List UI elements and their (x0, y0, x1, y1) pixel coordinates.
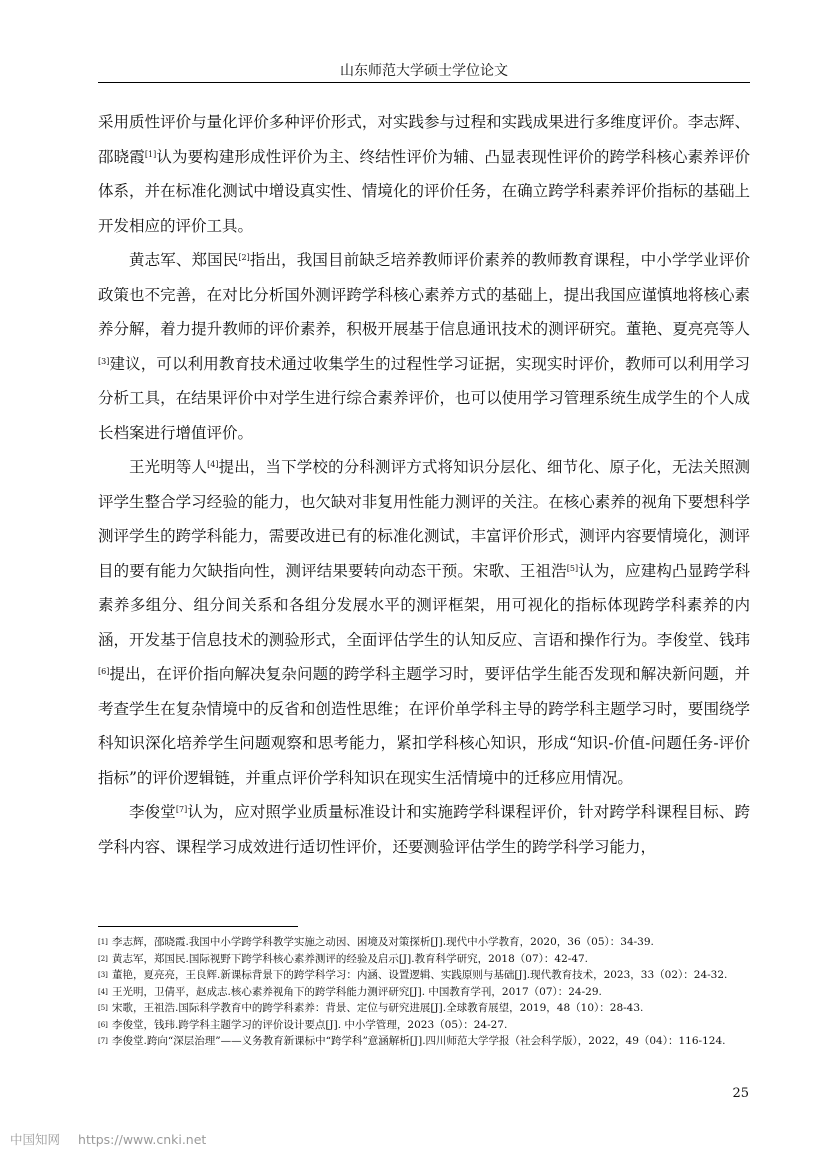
body-paragraph (98, 450, 750, 795)
footnote-item (98, 967, 750, 984)
footnote-text: 王光明，卫倩平，赵成志.核心素养视角下的跨学科能力测评研究[J]. 中国教育学刊，2017（07）：24-29. (112, 985, 602, 998)
footnote-text: 李志辉，邵晓霞.我国中小学跨学科教学实施之动因、困境及对策探析[J].现代中小学教育，2020，36（05）：34-39. (112, 936, 654, 948)
footnote-text: 董艳，夏亮亮，王良辉.新课标背景下的跨学科学习：内涵、设置逻辑、实践原则与基础[J].现代教育技术，2023，33（02）：24-32. (112, 969, 728, 981)
page-number: 25 (732, 1086, 749, 1101)
paragraph-text: 提出，在评价指向解决复杂问题的跨学科主题学习时，要评估学生能否发现和解决新问题，并考查学生在复杂情境中的反省和创造性思维；在评价单学科主导的跨学科主题学习时，要围绕学科知识深化培养学生问题观察和思考能力，紧扣学科核心知识，形成“知识-价值-问题任务-评价指标”的评价逻辑链，并重点评价学科知识在现实生活情境中的迁移应用情况。 (98, 665, 750, 787)
paragraph-text: 建议，可以利用教育技术通过收集学生的过程性学习证据，实现实时评价，教师可以利用学习分析工具，在结果评价中对学生进行综合素养评价，也可以使用学习管理系统生成学生的个人成长档案进行增值评价。 (98, 354, 750, 442)
citation-marker[interactable]: [2] (238, 253, 250, 262)
paragraph-text: 认为，应对照学业质量标准设计和实施跨学科课程评价，针对跨学科课程目标、跨学科内容、课程学习成效进行适切性评价，还要测验评估学生的跨学科学习能力， (98, 803, 750, 856)
footnote-item (98, 1033, 750, 1050)
citation-marker[interactable]: [6] (98, 667, 110, 676)
footnote-divider (98, 926, 298, 927)
footnote-marker: [7] (98, 1037, 108, 1045)
footnote-marker: [4] (98, 987, 108, 996)
footnote-item (98, 1000, 750, 1017)
footnote-item (98, 1017, 750, 1034)
running-header: 山东师范大学硕士学位论文 (340, 63, 508, 79)
footnote-marker: [3] (98, 971, 108, 979)
footnote-item (98, 984, 750, 1001)
footnote-marker: [2] (98, 954, 108, 963)
body-paragraph (98, 243, 750, 450)
footnote-item (98, 934, 750, 951)
paragraph-text: 王光明等人 (129, 458, 208, 476)
paragraph-text: 指出，我国目前缺乏培养教师评价素养的教师教育课程，中小学学业评价政策也不完善，在对比分析国外测评跨学科核心素养方式的基础上，提出我国应谨慎地将核心素养分解，着力提升教师的评价素养，积极开展基于信息通讯技术的测评研究。董艳、夏亮亮等人 (98, 251, 750, 338)
cnki-watermark (10, 1130, 206, 1148)
paragraph-text: 采用质性评价与量化评价多种评价形式，对实践参与过程和实践成果进行多维度评价。李志辉、邵晓霞 (98, 113, 750, 166)
footnote-marker: [1] (98, 938, 108, 946)
paragraph-text: 李俊堂 (129, 803, 176, 821)
footnote-item (98, 951, 750, 968)
citation-marker[interactable]: [7] (175, 805, 188, 814)
body-text (98, 105, 750, 864)
footnote-marker: [6] (98, 1020, 108, 1029)
watermark-url: https://www.cnki.net (78, 1132, 207, 1147)
footnote-text: 李俊堂.跨向“深层治理”——义务教育新课标中“跨学科”意涵解析[J].四川师范大学学报（社会科学版），2022，49（04）：116-124. (112, 1035, 726, 1047)
paragraph-text: 认为，应建构凸显跨学科素养多组分、组分间关系和各组分发展水平的测评框架，用可视化的指标体现跨学科素养的内涵，开发基于信息技术的测验形式，全面评估学生的认知反应、言语和操作行为。李俊堂、钱玮 (98, 561, 750, 649)
footnote-text: 黄志军，郑国民.国际视野下跨学科核心素养测评的经验及启示[J].教育科学研究，2018（07）：42-47. (112, 952, 589, 965)
body-paragraph (98, 795, 750, 864)
footnotes (98, 934, 750, 1050)
paragraph-text: 认为要构建形成性评价为主、终结性评价为辅、凸显表现性评价的跨学科核心素养评价体系，并在标准化测试中增设真实性、情境化的评价任务，在确立跨学科素养评价指标的基础上开发相应的评价工具。 (98, 147, 750, 235)
body-paragraph (98, 105, 750, 243)
paragraph-text: 黄志军、郑国民 (129, 251, 239, 269)
footnote-text: 李俊堂，钱玮.跨学科主题学习的评价设计要点[J]. 中小学管理，2023（05）：24-27. (112, 1018, 508, 1031)
citation-marker[interactable]: [4] (207, 460, 219, 469)
footnote-text: 宋歌，王祖浩.国际科学教育中的跨学科素养：背景、定位与研究进展[J].全球教育展望，2019，48（10）：28-43. (112, 1002, 644, 1014)
citation-marker[interactable]: [5] (566, 563, 579, 573)
paragraph-text: 提出，当下学校的分科测评方式将知识分层化、细节化、原子化，无法关照测评学生整合学习经验的能力，也欠缺对非复用性能力测评的关注。在核心素养的视角下要想科学测评学生的跨学科能力，需要改进已有的标准化测试，丰富评价形式，测评内容要情境化，测评目的要有能力欠缺指向性，测评结果要转向动态干预。宋歌、王祖浩 (98, 458, 750, 580)
header-divider (98, 82, 750, 83)
citation-marker[interactable]: [1] (144, 149, 157, 159)
watermark-brand: 中国知网 (10, 1132, 61, 1147)
footnote-marker: [5] (98, 1004, 108, 1012)
citation-marker[interactable]: [3] (98, 356, 110, 366)
